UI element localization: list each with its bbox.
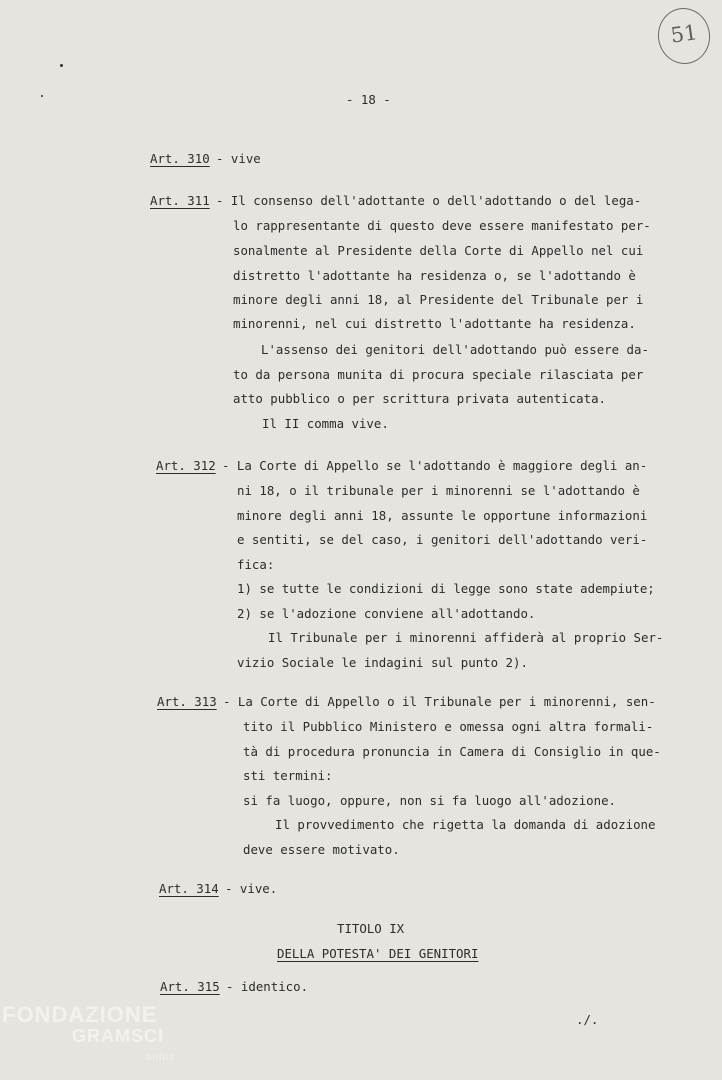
- article-310-text: - vive: [216, 151, 261, 166]
- article-312-label: Art. 312: [156, 458, 216, 473]
- article-312-line: Il Tribunale per i minorenni affiderà al proprio Ser-: [268, 630, 664, 645]
- article-313-label: Art. 313: [157, 694, 217, 709]
- section-subtitle: DELLA POTESTA' DEI GENITORI: [277, 946, 479, 961]
- article-312-line: 2) se l'adozione conviene all'adottando.: [237, 606, 536, 621]
- watermark-onlus: onlus: [146, 1052, 175, 1063]
- watermark-foundation: FONDAZIONE: [2, 1002, 158, 1027]
- article-313-line: deve essere motivato.: [243, 842, 400, 857]
- ink-speck: [60, 64, 63, 67]
- article-312-line: 1) se tutte le condizioni di legge sono state adempiute;: [237, 581, 655, 596]
- article-310-label: Art. 310: [150, 151, 210, 166]
- article-315-text: - identico.: [226, 979, 309, 994]
- article-313-line: - La Corte di Appello o il Tribunale per i minorenni, sen-: [223, 694, 656, 709]
- article-312-line: fica:: [237, 557, 275, 572]
- article-315-label: Art. 315: [160, 979, 220, 994]
- article-313-line: tito il Pubblico Ministero e omessa ogni altra formali-: [243, 719, 654, 734]
- ink-speck: [41, 95, 43, 97]
- article-312-line: e sentiti, se del caso, i genitori dell'adottando veri-: [237, 532, 648, 547]
- article-311-line: atto pubblico o per scrittura privata autenticata.: [233, 391, 606, 406]
- page-number: - 18 -: [346, 92, 391, 107]
- article-312-line: ni 18, o il tribunale per i minorenni se l'adottando è: [237, 483, 640, 498]
- article-311-label: Art. 311: [150, 193, 210, 208]
- article-313-line: si fa luogo, oppure, non si fa luogo all'adozione.: [243, 793, 616, 808]
- handwritten-page-annotation: 51: [669, 20, 699, 48]
- watermark-gramsci: GRAMSCI: [72, 1026, 164, 1046]
- article-311-line: sonalmente al Presidente della Corte di Appello nel cui: [233, 243, 644, 258]
- article-312-line: minore degli anni 18, assunte le opportune informazioni: [237, 508, 648, 523]
- section-title: TITOLO IX: [337, 921, 405, 936]
- article-311-line: - Il consenso dell'adottante o dell'adottando o del lega-: [216, 193, 642, 208]
- article-311-line: Il II comma vive.: [262, 416, 389, 431]
- article-311-line: lo rappresentante di questo deve essere manifestato per-: [233, 218, 651, 233]
- article-311-line: to da persona munita di procura speciale rilasciata per: [233, 367, 644, 382]
- article-313-line: tà di procedura pronuncia in Camera di Consiglio in que-: [243, 744, 661, 759]
- article-312-line: vizio Sociale le indagini sul punto 2).: [237, 655, 528, 670]
- article-314-text: - vive.: [225, 881, 278, 896]
- article-311-line: minorenni, nel cui distretto l'adottante ha residenza.: [233, 316, 636, 331]
- article-311-line: L'assenso dei genitori dell'adottando può essere da-: [261, 342, 649, 357]
- article-311-line: distretto l'adottante ha residenza o, se l'adottando è: [233, 268, 636, 283]
- article-312-line: - La Corte di Appello se l'adottando è maggiore degli an-: [222, 458, 648, 473]
- article-313-line: sti termini:: [243, 768, 333, 783]
- article-311-line: minore degli anni 18, al Presidente del Tribunale per i: [233, 292, 644, 307]
- article-314-label: Art. 314: [159, 881, 219, 896]
- article-313-line: Il provvedimento che rigetta la domanda di adozione: [275, 817, 656, 832]
- continuation-mark: ./.: [576, 1012, 599, 1027]
